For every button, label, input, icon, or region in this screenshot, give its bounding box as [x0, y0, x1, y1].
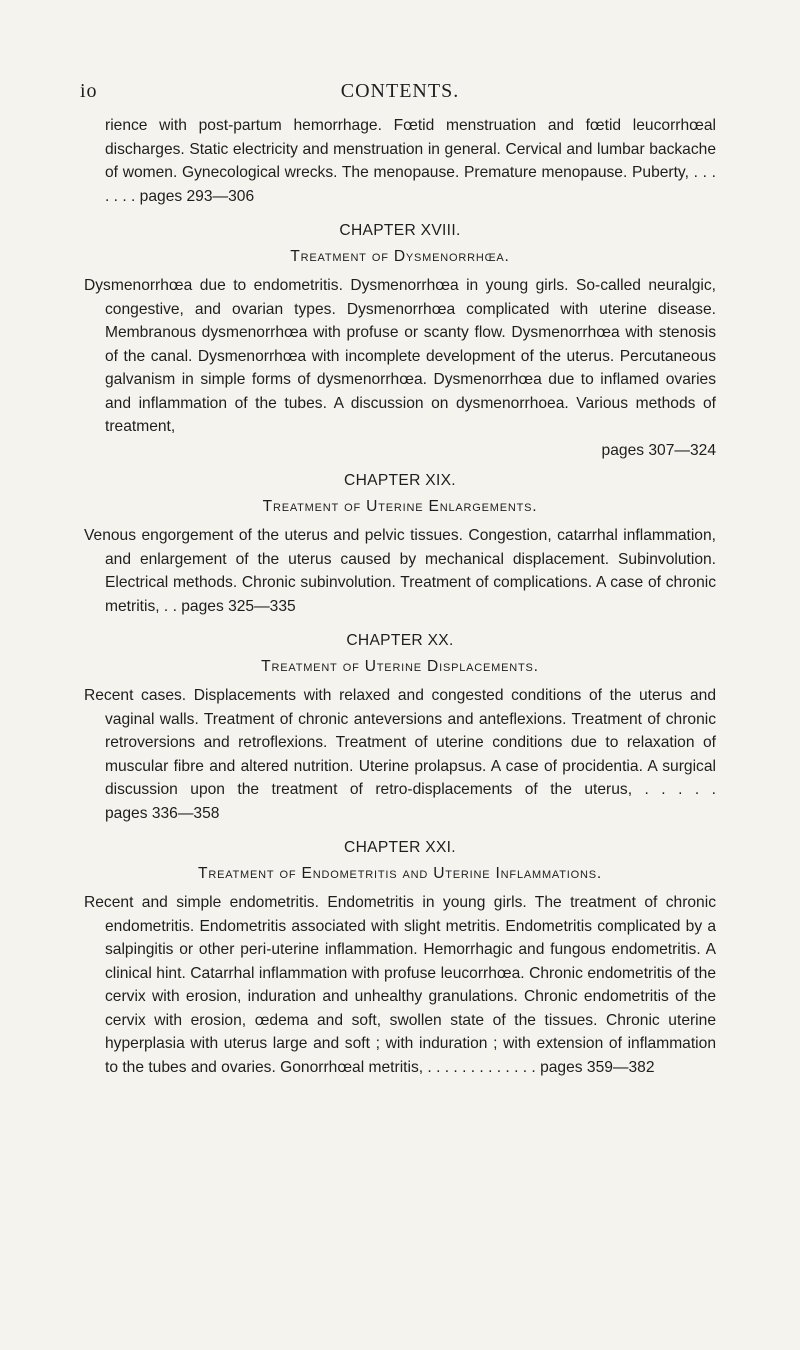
chapter-21-summary: [84, 891, 716, 1079]
running-head: [80, 80, 720, 110]
chapter-20-number: CHAPTER XX.: [346, 632, 454, 649]
chapter-21-number: CHAPTER XXI.: [344, 839, 456, 856]
chapter-21-page-range: pages 359—382: [540, 1058, 655, 1076]
chapter-18-page-range: pages 307—324: [601, 441, 716, 459]
running-head-title: CONTENTS.: [340, 80, 460, 102]
chapter-20-leaders: . . . . .: [632, 781, 716, 798]
chapter-20-title: Treatment of Uterine Displacements.: [261, 658, 539, 675]
chapter-18-summary: [84, 274, 716, 462]
chapter-19-summary: [84, 524, 716, 618]
chapter-21-title: Treatment of Endometritis and Uterine Inflammations.: [198, 865, 602, 882]
chapter-19: [84, 472, 716, 618]
chapter-20-summary: [84, 684, 716, 825]
chapter-20-page-range: pages 336—358: [105, 804, 220, 822]
chapter-19-text: Venous engorgement of the uterus and pelvic tissues. Congestion, catarrhal inflammation, and enlargement of the uterus caused by mechanical displacement. Subinvolution. Electrical methods. Chronic subinvolution. Treatment of complications. A case of chronic metritis,: [84, 527, 716, 615]
chapter-19-leaders: . .: [159, 597, 182, 615]
chapter-19-title: Treatment of Uterine Enlargements.: [262, 498, 538, 515]
chapter-18-number: CHAPTER XVIII.: [339, 222, 461, 239]
chapter-19-page-range: pages 325—335: [181, 597, 296, 615]
chapter-20-text: Recent cases. Displacements with relaxed and congested conditions of the uterus and vaginal walls. Treatment of chronic anteversions and anteflexions. Treatment of chronic retroversions and retroflexions. Treatment of uterine conditions due to relaxation of muscular fibre and altered nutrition. Uterine prolapsus. A case of procidentia. A surgical discussion upon the treatment of retro-displacements of the uterus,: [84, 687, 716, 798]
chapter-19-number: CHAPTER XIX.: [344, 472, 456, 489]
chapter-18: [84, 222, 716, 462]
page-number: io: [80, 80, 98, 102]
intro-paragraph: [84, 114, 716, 208]
chapter-18-title: Treatment of Dysmenorrhœa.: [290, 248, 510, 265]
contents-body: [84, 114, 716, 1079]
intro-text: rience with post-partum hemorrhage. Fœtid menstruation and fœtid leucorrhœal discharges. Static electricity and menstruation in general. Cervical and lumbar backache of women. Gynecological wrecks. The menopause. Premature menopause. Puberty,: [105, 117, 716, 181]
chapter-20: [84, 632, 716, 825]
intro-leaders: . . . . . . .: [105, 164, 716, 205]
chapter-21-leaders: . . . . . . . . . . . . .: [423, 1058, 541, 1076]
chapter-21-text: Recent and simple endometritis. Endometritis in young girls. The treatment of chronic endometritis. Endometritis associated with slight metritis. Endometritis complicated by a salpingitis or other peri-uterine inflammation. Hemorrhagic and fungous endometritis. A clinical hint. Catarrhal inflammation with profuse leucorrhœa. Chronic endometritis of the cervix with erosion, induration and unhealthy granulations. Chronic endometritis of the cervix with erosion, œdema and soft, swollen state of the tissues. Chronic uterine hyperplasia with uterus large and soft ; with induration ; with extension of inflammation to the tubes and ovaries. Gonorrhœal metritis,: [84, 894, 716, 1076]
chapter-21: [84, 839, 716, 1079]
chapter-18-text: Dysmenorrhœa due to endometritis. Dysmenorrhœa in young girls. So-called neuralgic, congestive, and ovarian types. Dysmenorrhœa complicated with uterine disease. Membranous dysmenorrhœa with profuse or scanty flow. Dysmenorrhœa with stenosis of the canal. Dysmenorrhœa with incomplete development of the uterus. Percutaneous galvanism in simple forms of dysmenorrhœa. Dysmenorrhœa due to inflamed ovaries and inflammation of the tubes. A discussion on dysmenorrhoea. Various methods of treatment,: [84, 277, 716, 435]
intro-page-range: pages 293—306: [139, 187, 255, 205]
